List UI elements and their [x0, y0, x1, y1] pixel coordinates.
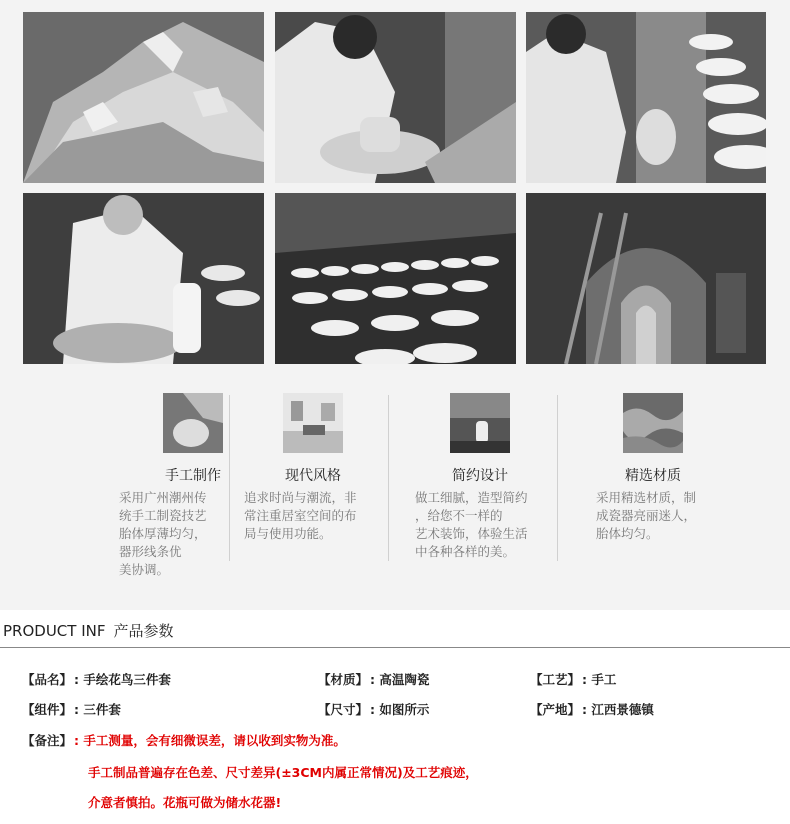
param-material-value: : 高温陶瓷 — [370, 672, 430, 687]
param-note — [22, 731, 346, 749]
param-note-line2: 手工制品普遍存在色差、尺寸差异(±3CM内属正常情况)及工艺痕迹， — [88, 765, 478, 780]
param-name — [22, 670, 171, 688]
feature-modern-style-image — [283, 393, 343, 453]
feature-simple-design-title: 简约设计 — [452, 468, 508, 484]
param-size — [318, 700, 429, 718]
photo-kiln-tunnel — [526, 193, 766, 364]
feature-modern-style-desc: 追求时尚与潮流，非 常注重居室空间的布 局与使用功能。 — [244, 490, 357, 541]
feature-simple-design — [405, 393, 555, 563]
param-size-value: : 如图所示 — [370, 702, 430, 717]
feature-modern-style-title: 现代风格 — [285, 468, 341, 484]
feature-divider-2 — [388, 395, 389, 561]
section-title-cn: 产品参数 — [113, 622, 174, 640]
param-craft-label: 【工艺】 — [530, 672, 581, 687]
param-set — [22, 700, 121, 718]
param-size-label: 【尺寸】 — [318, 702, 369, 717]
param-craft — [530, 670, 616, 688]
param-note-line1: : 手工测量，会有细微误差，请以收到实物为准。 — [74, 733, 346, 748]
param-origin-value: : 江西景德镇 — [582, 702, 654, 717]
param-set-label: 【组件】 — [22, 702, 73, 717]
feature-simple-design-desc: 做工细腻，造型简约 ，给您不一样的 艺术装饰，体验生活 中各种各样的美。 — [415, 490, 528, 559]
feature-handmade-image — [163, 393, 223, 453]
section-divider — [0, 647, 790, 648]
param-craft-value: : 手工 — [582, 672, 617, 687]
photo-raw-stone — [23, 12, 264, 183]
param-origin — [530, 700, 654, 718]
param-material — [318, 670, 429, 688]
feature-divider-1 — [229, 395, 230, 561]
feature-divider-3 — [557, 395, 558, 561]
param-name-label: 【品名】 — [22, 672, 73, 687]
param-note-label: 【备注】 — [22, 733, 73, 748]
photo-wheel-throwing — [275, 12, 516, 183]
param-set-value: : 三件套 — [74, 702, 121, 717]
photo-drying-bowls — [526, 12, 766, 183]
photo-elder-artisan — [23, 193, 264, 364]
section-title — [3, 620, 174, 641]
param-origin-label: 【产地】 — [530, 702, 581, 717]
param-note-line3: 介意者慎拍。花瓶可做为储水花器! — [88, 795, 282, 810]
feature-modern-style — [238, 393, 388, 563]
feature-selected-material — [578, 393, 728, 563]
param-name-value: : 手绘花鸟三件套 — [74, 672, 171, 687]
feature-selected-material-desc: 采用精选材质，制 成瓷器亮丽迷人， 胎体均匀。 — [596, 490, 697, 541]
feature-simple-design-image — [450, 393, 510, 453]
feature-selected-material-title: 精选材质 — [625, 468, 681, 484]
feature-selected-material-image — [623, 393, 683, 453]
section-title-en: PRODUCT INF — [3, 622, 106, 640]
photo-bowl-rows — [275, 193, 516, 364]
feature-handmade-title: 手工制作 — [165, 468, 221, 484]
param-material-label: 【材质】 — [318, 672, 369, 687]
feature-handmade-desc: 采用广州潮州传 统手工制瓷技艺 胎体厚薄均匀， 器形线条优 美协调。 — [119, 490, 207, 577]
